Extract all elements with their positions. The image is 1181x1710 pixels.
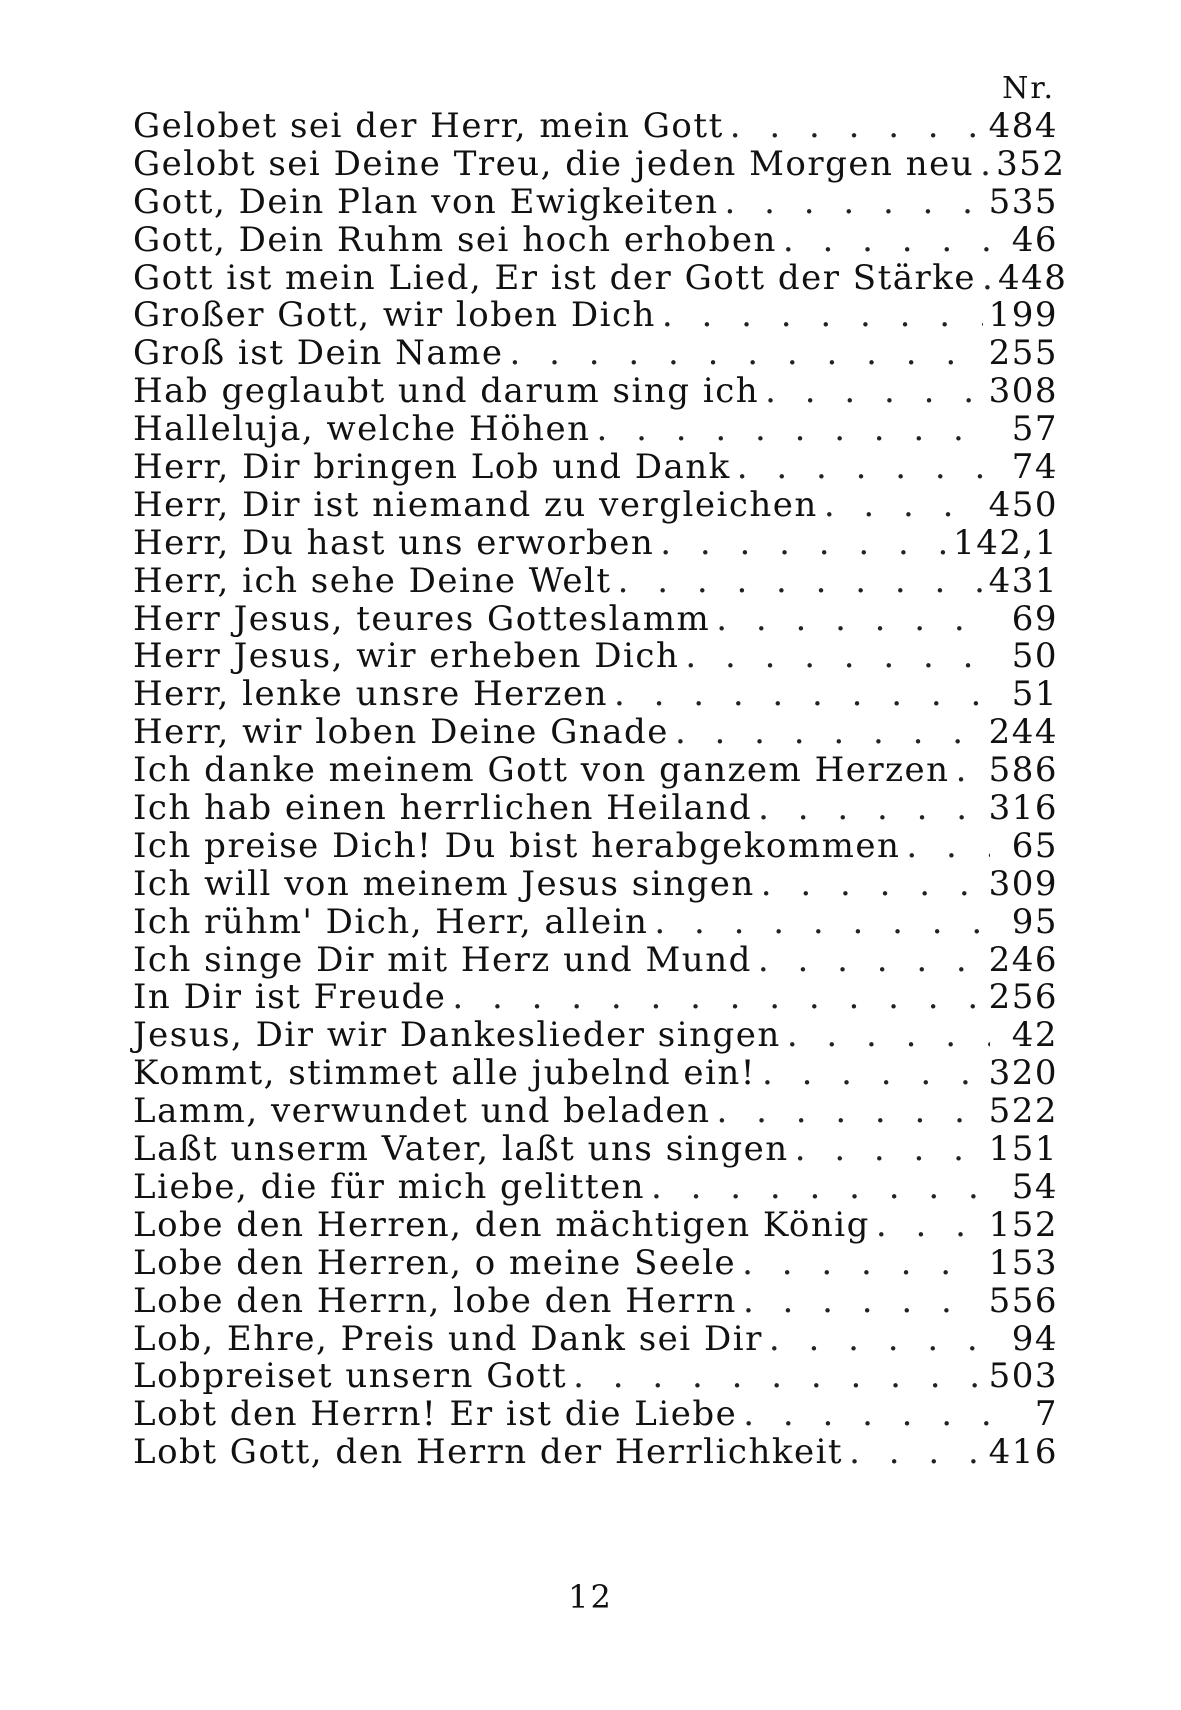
index-entry [133,1358,1058,1396]
index-entry [133,1204,1058,1245]
dot-leader [758,942,983,980]
hymn-number: 94 [1011,1318,1058,1359]
hymn-title: Lobpreiset unsern Gott [133,1356,568,1397]
dot-leader [758,790,982,828]
index-entry [133,979,1058,1017]
index-entry [133,676,1058,714]
hymn-title: Herr, Dir bringen Lob und Dank [133,447,731,488]
index-entry [133,449,1058,487]
hymn-number: 255 [988,333,1058,374]
hymn-number: 142,1 [953,522,1058,563]
dot-leader [743,1396,990,1434]
hymn-number: 522 [988,1091,1058,1132]
index-entry [133,638,1058,676]
hymn-title: Groß ist Dein Name [133,333,504,374]
hymn-title: Laßt unserm Vater, laßt uns singen [133,1129,789,1170]
hymn-index-list [133,106,1068,1473]
hymn-title: Jesus, Dir wir Dankeslieder singen [133,1015,781,1056]
dot-leader [765,373,982,411]
hymn-title: Lobe den Herrn, lobe den Herrn [133,1280,737,1321]
dot-leader [906,828,990,866]
hymn-title: Ich preise Dich! Du bist herabgekommen [133,825,901,866]
hymn-number: 503 [988,1356,1058,1397]
index-entry [133,108,1058,146]
index-entry [133,219,1058,260]
hymn-title: Lobt den Herrn! Er ist die Liebe [133,1394,738,1435]
index-entry [133,1131,1058,1169]
hymn-number: 46 [1011,219,1058,260]
dot-leader [654,904,990,942]
hymn-number: 42 [1011,1015,1058,1056]
dot-leader [510,335,983,373]
hymn-number: 535 [988,181,1058,222]
hymn-title: Ich singe Dir mit Herz und Mund [133,939,752,980]
hymn-title: Ich rühm' Dich, Herr, allein [133,901,649,942]
hymn-title: Kommt, stimmet alle jubelnd ein! [133,1053,756,1094]
dot-leader [743,1283,983,1321]
hymn-number: 309 [988,863,1058,904]
index-entry [133,1055,1058,1093]
dot-leader [982,260,992,298]
page-number: 12 [568,1578,613,1616]
hymn-title: Ich danke meinem Gott von ganzem Herzen [133,750,950,791]
hymn-number: 152 [988,1204,1058,1245]
dot-leader [769,1321,990,1359]
dot-leader [573,1358,982,1396]
dot-leader [716,1093,982,1131]
dot-leader [787,1017,990,1055]
dot-leader [783,222,990,260]
hymn-title: Hab geglaubt und darum sing ich [133,371,760,412]
index-entry [133,522,1058,563]
index-entry [133,181,1058,222]
hymn-title: Lobe den Herren, den mächtigen König [133,1204,870,1245]
hymn-title: Herr, lenke unsre Herzen [133,674,608,715]
hymn-number: 54 [1011,1166,1058,1207]
hymn-title: Lob, Ehre, Preis und Dank sei Dir [133,1318,763,1359]
index-entry [133,598,1058,639]
hymn-title: Lamm, verwundet und beladen [133,1091,711,1132]
index-entry [133,752,1058,790]
hymn-title: Liebe, die für mich gelitten [133,1166,646,1207]
hymn-number: 556 [988,1280,1058,1321]
hymn-title: Herr Jesus, teures Gotteslamm [133,598,711,639]
index-entry [133,790,1058,828]
dot-leader [685,638,990,676]
hymn-title: Gelobt sei Deine Treu, die jeden Morgen neu [133,143,975,184]
hymn-title: Herr, Dir ist niemand zu vergleichen [133,484,818,525]
dot-leader [761,866,983,904]
hymn-title: Halleluja, welche Höhen [133,409,591,450]
hymn-number: 74 [1011,447,1058,488]
hymn-title: Herr, ich sehe Deine Welt [133,560,612,601]
hymn-title: Lobt Gott, den Herrn der Herrlichkeit [133,1432,844,1473]
hymn-number: 450 [988,484,1058,525]
hymn-title: Herr, Du hast uns erworben [133,522,655,563]
hymn-number: 586 [988,750,1058,791]
index-entry [133,714,1058,752]
dot-leader [742,1245,982,1283]
hymn-number: 199 [988,295,1058,336]
dot-leader [651,1169,990,1207]
hymn-number: 484 [988,106,1058,146]
dot-leader [452,979,982,1017]
hymn-title: Lobe den Herren, o meine Seele [133,1242,737,1283]
index-entry [133,335,1058,373]
dot-leader [724,184,982,222]
hymn-number: 7 [1034,1394,1058,1435]
hymn-title: Ich will von meinem Jesus singen [133,863,755,904]
dot-leader [618,563,983,601]
hymn-number: 416 [988,1432,1058,1473]
hymn-number: 51 [1011,674,1058,715]
index-entry [133,1166,1058,1207]
hymn-title: Großer Gott, wir loben Dich [133,295,656,336]
index-entry [133,1242,1058,1283]
index-entry [133,297,1058,335]
index-entry [133,1434,1058,1472]
dot-leader [980,146,990,184]
hymn-number: 95 [1011,901,1058,942]
hymn-number: 308 [988,371,1058,412]
hymn-number: 448 [997,257,1068,298]
dot-leader [597,411,991,449]
dot-leader [660,525,947,563]
hymn-number: 153 [988,1242,1058,1283]
dot-leader [876,1207,983,1245]
hymn-number: 65 [1011,825,1058,866]
dot-leader [662,297,983,335]
hymn-title: Gelobet sei der Herr, mein Gott [133,106,724,146]
hymn-title: Ich hab einen herrlichen Heiland [133,788,753,829]
index-entry [133,411,1058,449]
index-entry [133,863,1058,904]
hymn-title: Gott, Dein Plan von Ewigkeiten [133,181,719,222]
dot-leader [762,1055,983,1093]
index-entry [133,373,1058,411]
index-entry [133,1017,1058,1055]
dot-leader [956,752,983,790]
index-entry [133,825,1058,866]
dot-leader [795,1131,983,1169]
hymn-number: 50 [1011,636,1058,677]
index-entry [133,560,1058,601]
hymn-title: Gott, Dein Ruhm sei hoch erhoben [133,219,777,260]
index-entry [133,1093,1058,1131]
index-entry [133,1396,1058,1434]
index-entry [133,939,1058,980]
hymn-number: 316 [988,788,1058,829]
index-entry [133,1280,1058,1321]
hymn-number: 352 [996,143,1066,184]
hymn-title: Herr, wir loben Deine Gnade [133,712,669,753]
hymn-number: 256 [988,977,1058,1018]
index-entry [133,901,1058,942]
hymn-number: 431 [988,560,1058,601]
hymn-title: Gott ist mein Lied, Er ist der Gott der Stärke [133,257,976,298]
index-entry [133,257,1068,298]
index-entry [133,1318,1058,1359]
index-entry [133,484,1058,525]
hymn-number: 151 [988,1129,1058,1170]
hymn-title: Herr Jesus, wir erheben Dich [133,636,680,677]
dot-leader [730,108,983,146]
dot-leader [824,487,983,525]
dot-leader [737,449,990,487]
dot-leader [614,676,990,714]
index-entry [133,143,1066,184]
hymn-number: 69 [1011,598,1058,639]
dot-leader [849,1434,982,1472]
hymn-title: In Dir ist Freude [133,977,447,1018]
number-column-header: Nr. [1002,71,1055,106]
hymn-number: 244 [988,712,1058,753]
hymn-number: 320 [988,1053,1058,1094]
dot-leader [716,601,990,639]
hymn-number: 246 [988,939,1058,980]
hymn-number: 57 [1011,409,1058,450]
dot-leader [675,714,983,752]
